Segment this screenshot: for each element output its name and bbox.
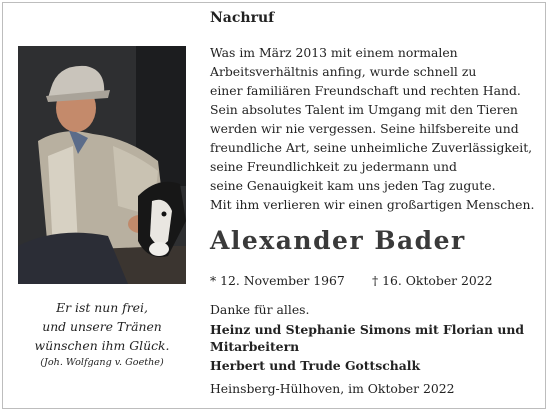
birth-date: * 12. November 1967 (210, 273, 345, 288)
thanks-text: Danke für alles. (210, 302, 310, 317)
tribute-line: Arbeitsverhältnis anfing, wurde schnell zu (210, 64, 477, 79)
tribute-line: seine Genauigkeit kam uns jeden Tag zugute. (210, 178, 496, 193)
goethe-quote (18, 298, 186, 370)
tribute-line: Sein absolutes Talent im Umgang mit den Tieren (210, 102, 518, 117)
tribute-line: freundliche Art, seine unheimliche Zuverlässigkeit, (210, 140, 533, 155)
quote-source: (Joh. Wolfgang v. Goethe) (40, 357, 164, 368)
tribute-line: Mit ihm verlieren wir einen großartigen Menschen. (210, 197, 535, 212)
quote-line: und unsere Tränen (42, 319, 162, 334)
mourner-line: Heinz und Stephanie Simons mit Florian und Mitarbeitern (210, 322, 525, 354)
quote-line: wünschen ihm Glück. (34, 338, 170, 353)
portrait-photo-illustration (18, 46, 186, 284)
mourner-line: Herbert und Trude Gottschalk (210, 358, 421, 373)
tribute-line: werden wir nie vergessen. Seine hilfsbereite und (210, 121, 519, 136)
tribute-line: seine Freundlichkeit zu jedermann und (210, 159, 457, 174)
place-date: Heinsberg-Hülhoven, im Oktober 2022 (210, 381, 455, 396)
deceased-name: Alexander Bader (210, 226, 466, 255)
tribute-line: einer familiären Freundschaft und rechten Hand. (210, 83, 521, 98)
quote-line: Er ist nun frei, (56, 300, 148, 315)
portrait-photo (18, 46, 186, 284)
tribute-text (210, 43, 540, 214)
heading-nachruf: Nachruf (210, 10, 275, 26)
tribute-line: Was im März 2013 mit einem normalen (210, 45, 458, 60)
death-date: † 16. Oktober 2022 (372, 273, 493, 288)
